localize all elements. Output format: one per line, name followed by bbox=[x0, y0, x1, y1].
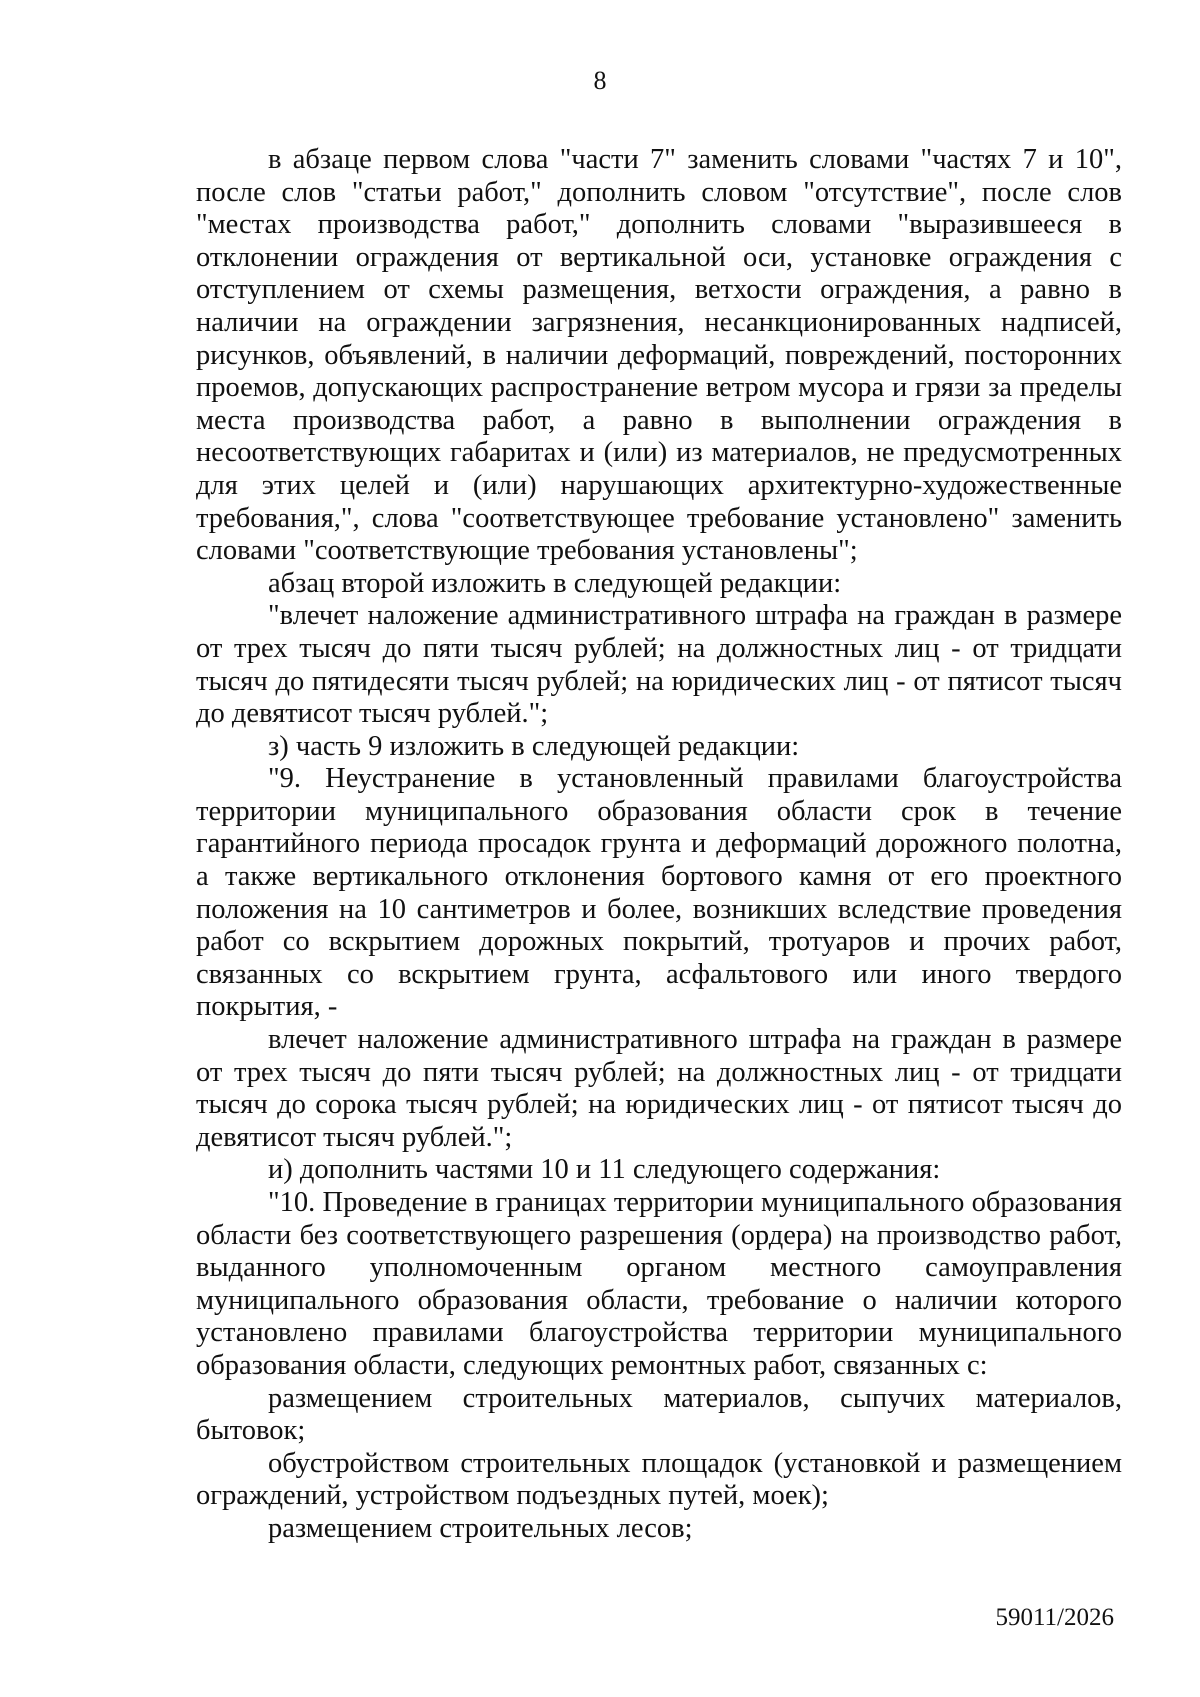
paragraph-1: в абзаце первом слова "части 7" заменить словами "частях 7 и 10", после слов "статьи работ," дополнить словом "отсутствие", после слов "местах производства работ," дополнить словами "выразившееся в отклонении ограждения от вертикальной оси, установке ограждения с отступлением от схемы размещения, ветхости ограждения, а равно в наличии на ограждении загрязнения, несанкционированных надписей, рисунков, объявлений, в наличии деформаций, повреждений, посторонних проемов, допускающих распространение ветром мусора и грязи за пределы места производства работ, а равно в выполнении ограждения в несоответствующих габаритах и (или) из материалов, не предусмотренных для этих целей и (или) нарушающих архитектурно-художественные требования,", слова "соответствующее требование установлено" заменить словами "соответствующие требования установлены"; bbox=[196, 144, 1122, 567]
paragraph-2: абзац второй изложить в следующей редакции: bbox=[268, 567, 842, 599]
document-code: 59011/2026 bbox=[995, 1604, 1114, 1631]
paragraph-11: размещением строительных лесов; bbox=[268, 1512, 693, 1544]
paragraph-3: "влечет наложение административного штрафа на граждан в размере от трех тысяч до пяти тысяч рублей; на должностных лиц - от тридцати тысяч до пятидесяти тысяч рублей; на юридических лиц - от пятисот тысяч до девятисот тысяч рублей."; bbox=[196, 600, 1122, 730]
paragraph-7: и) дополнить частями 10 и 11 следующего содержания: bbox=[268, 1154, 941, 1186]
paragraph-9: размещением строительных материалов, сыпучих материалов, бытовок; bbox=[196, 1382, 1122, 1447]
page-number: 8 bbox=[593, 66, 607, 95]
paragraph-8: "10. Проведение в границах территории муниципального образования области без соответствующего разрешения (ордера) на производство работ, выданного уполномоченным органом местного самоуправления муниципального образования области, требование о наличии которого установлено правилами благоустройства территории муниципального образования области, следующих ремонтных работ, связанных с: bbox=[196, 1187, 1122, 1381]
document-body bbox=[196, 144, 1122, 1546]
paragraph-6: влечет наложение административного штрафа на граждан в размере от трех тысяч до пяти тысяч рублей; на должностных лиц - от тридцати тысяч до сорока тысяч рублей; на юридических лиц - от пятисот тысяч до девятисот тысяч рублей."; bbox=[196, 1024, 1122, 1153]
paragraph-4: з) часть 9 изложить в следующей редакции: bbox=[268, 730, 800, 762]
paragraph-5: "9. Неустранение в установленный правилами благоустройства территории муниципального образования области срок в течение гарантийного периода просадок грунта и деформаций дорожного полотна, а также вертикального отклонения бортового камня от его проектного положения на 10 сантиметров и более, возникших вследствие проведения работ со вскрытием дорожных покрытий, тротуаров и прочих работ, связанных со вскрытием грунта, асфальтового или иного твердого покрытия, - bbox=[196, 763, 1122, 1023]
paragraph-10: обустройством строительных площадок (установкой и размещением ограждений, устройством подъездных путей, моек); bbox=[196, 1447, 1122, 1512]
